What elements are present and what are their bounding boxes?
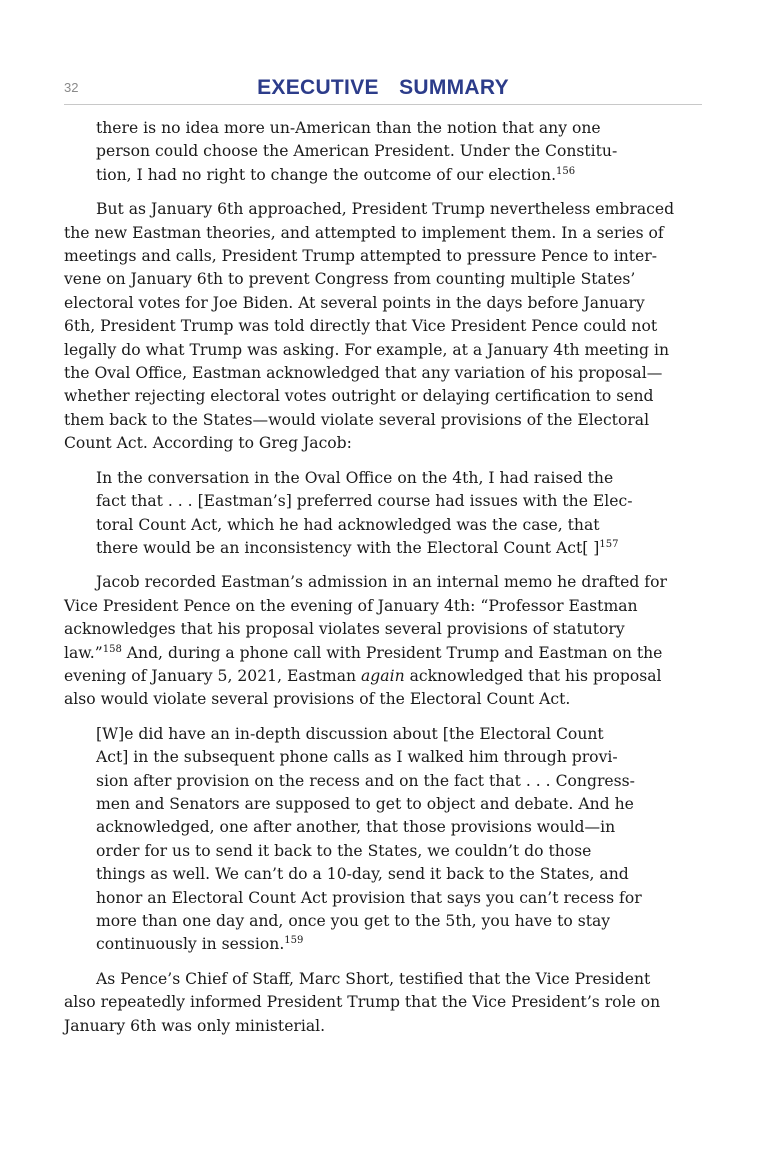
paragraph-line: legally do what Trump was asking. For example, at a January 4th meeting in — [64, 340, 669, 359]
emphasis-again: again — [361, 666, 405, 685]
paragraph-line: Count Act. According to Greg Jacob: — [64, 434, 352, 453]
paragraph-line: also would violate several provisions of the Electoral Count Act. — [64, 690, 571, 709]
quote-line: Act] in the subsequent phone calls as I walked him through provi- — [96, 748, 618, 767]
paragraph-line — [64, 642, 704, 665]
footnote-ref-157[interactable]: 157 — [599, 538, 619, 550]
footnote-ref-159[interactable]: 159 — [284, 935, 304, 947]
line-text: And, during a phone call with President Trump and Eastman on the — [121, 643, 663, 662]
quote-line: person could choose the American President. Under the Constitu- — [96, 142, 618, 161]
quote-line: fact that . . . [Eastman’s] preferred course had issues with the Elec- — [96, 492, 633, 511]
quote-line-text: tion, I had no right to change the outcome of our election. — [96, 165, 557, 184]
paragraph-line: 6th, President Trump was told directly that Vice President Pence could not — [64, 317, 658, 336]
paragraph-eastman-theories — [64, 198, 704, 455]
page-header — [64, 76, 702, 105]
quote-line: toral Count Act, which he had acknowledged was the case, that — [96, 515, 600, 534]
quote-line — [96, 537, 686, 560]
footnote-ref-158[interactable]: 158 — [102, 643, 122, 655]
quote-line-text: there would be an inconsistency with the Electoral Count Act[ ] — [96, 538, 600, 557]
quote-line: there is no idea more un-American than the notion that any one — [96, 119, 601, 137]
paragraph-line: also repeatedly informed President Trump that the Vice President’s role on — [64, 993, 661, 1012]
quote-line: honor an Electoral Count Act provision that says you can’t recess for — [96, 888, 642, 907]
quote-line — [96, 164, 686, 187]
quote-line — [96, 933, 686, 956]
paragraph-line: Jacob recorded Eastman’s admission in an internal memo he drafted for — [96, 573, 667, 592]
paragraph-line: meetings and calls, President Trump attempted to pressure Pence to inter- — [64, 247, 658, 266]
paragraph-line: them back to the States—would violate several provisions of the Electoral — [64, 410, 650, 429]
paragraph-line: As Pence’s Chief of Staff, Marc Short, testified that the Vice President — [96, 969, 651, 988]
paragraph-line: electoral votes for Joe Biden. At several points in the days before January — [64, 293, 645, 312]
footnote-ref-156[interactable]: 156 — [556, 165, 576, 177]
quote-line: men and Senators are supposed to get to object and debate. And he — [96, 794, 634, 813]
quote-line: more than one day and, once you get to the 5th, you have to stay — [96, 912, 611, 930]
quote-line: [W]e did have an in-depth discussion about [the Electoral Count — [96, 724, 604, 743]
quote-line: sion after provision on the recess and on the fact that . . . Congress- — [96, 771, 635, 790]
paragraph-line: the Oval Office, Eastman acknowledged that any variation of his proposal— — [64, 364, 663, 383]
quote-line-text: continuously in session. — [96, 935, 285, 954]
running-title: EXECUTIVE SUMMARY — [257, 76, 509, 99]
paragraph-line: the new Eastman theories, and attempted to implement them. In a series of — [64, 223, 664, 242]
block-quote-jacob — [96, 467, 686, 561]
line-text: acknowledged that his proposal — [404, 666, 662, 685]
quote-line: acknowledged, one after another, that those provisions would—in — [96, 818, 616, 837]
block-quote-pence — [96, 117, 686, 187]
paragraph-line — [64, 665, 704, 688]
paragraph-line: But as January 6th approached, President Trump nevertheless embraced — [96, 200, 675, 219]
block-quote-eastman-discussion — [96, 723, 686, 957]
paragraph-jacob-memo — [64, 571, 704, 711]
quote-line: In the conversation in the Oval Office on the 4th, I had raised the — [96, 468, 614, 487]
paragraph-line: whether rejecting electoral votes outright or delaying certification to send — [64, 387, 654, 406]
paragraph-line: Vice President Pence on the evening of January 4th: “Professor Eastman — [64, 596, 638, 615]
page-number: 32 — [64, 80, 79, 95]
line-text: evening of January 5, 2021, Eastman — [64, 666, 362, 685]
paragraph-line: January 6th was only ministerial. — [64, 1016, 326, 1035]
quote-line: order for us to send it back to the States, we couldn’t do those — [96, 841, 592, 860]
quote-line: things as well. We can’t do a 10-day, send it back to the States, and — [96, 865, 629, 884]
paragraph-marc-short — [64, 968, 704, 1038]
paragraph-line: acknowledges that his proposal violates several provisions of statutory — [64, 620, 625, 639]
page-body — [64, 117, 704, 1038]
paragraph-line: vene on January 6th to prevent Congress from counting multiple States’ — [64, 270, 636, 289]
line-text: law.” — [64, 643, 103, 662]
